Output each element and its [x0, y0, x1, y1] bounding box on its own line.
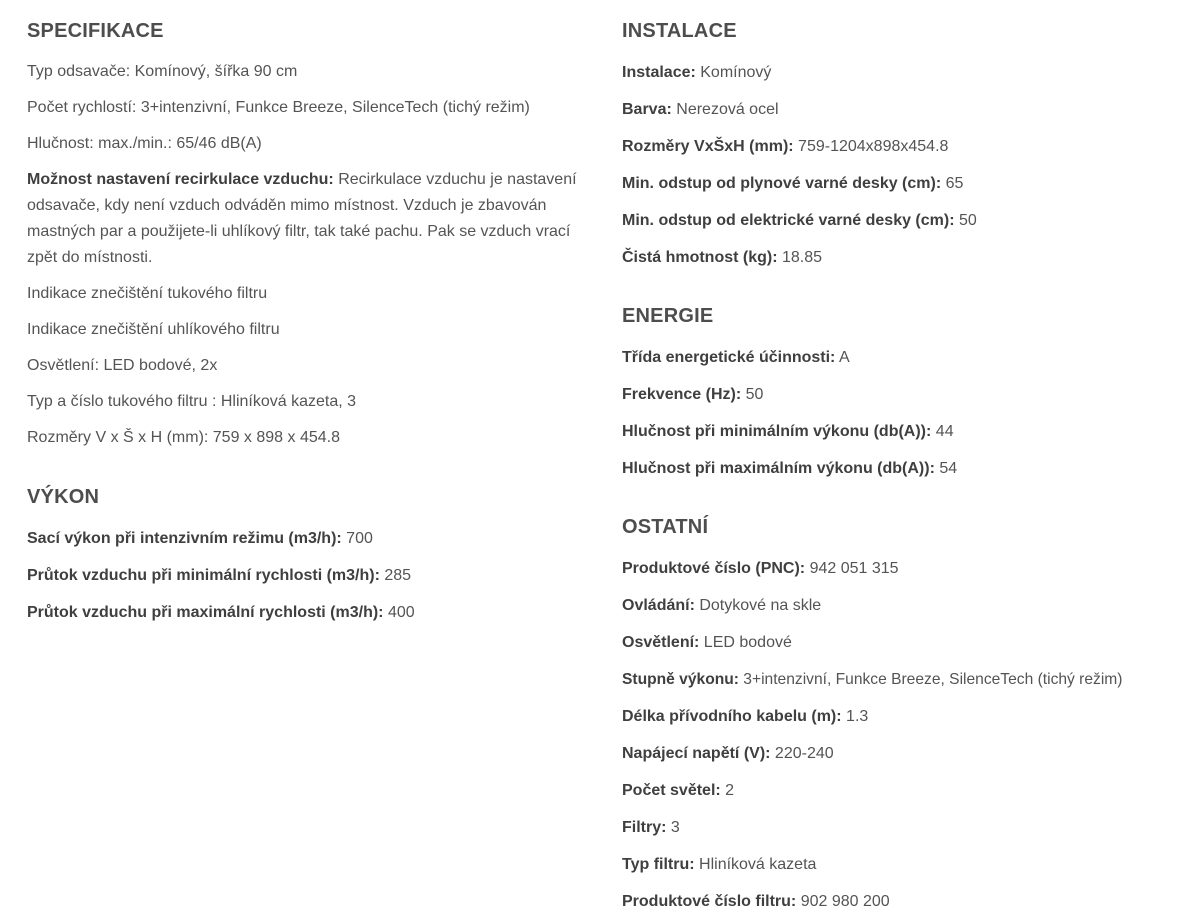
energie-value: 44 — [931, 423, 954, 440]
ostatni-item — [622, 630, 792, 656]
instalace-value: Komínový — [695, 64, 772, 81]
vykon-item — [27, 563, 411, 589]
energie-label: Hlučnost při maximálním výkonu (db(A)): — [622, 460, 935, 477]
ostatni-label: Produktové číslo (PNC): — [622, 560, 806, 577]
instalace-value: 18.85 — [777, 249, 823, 266]
vykon-label: Sací výkon při intenzivním režimu (m3/h): — [27, 530, 342, 547]
heading-ostatni: OSTATNÍ — [622, 516, 709, 538]
energie-value: 54 — [934, 460, 958, 477]
ostatni-label: Ovládání: — [622, 597, 695, 614]
ostatni-value: 1.3 — [841, 708, 869, 725]
instalace-label: Min. odstup od plynové varné desky (cm): — [622, 175, 942, 192]
ostatni-value: 2 — [720, 782, 735, 799]
spec-label: Možnost nastavení recirkulace vzduchu: — [27, 171, 334, 188]
vykon-label: Průtok vzduchu při minimální rychlosti (m3/h): — [27, 567, 380, 584]
ostatni-label: Typ filtru: — [622, 856, 695, 873]
vykon-value: 400 — [383, 604, 415, 621]
energie-label: Frekvence (Hz): — [622, 386, 742, 403]
ostatni-item — [622, 741, 834, 767]
energie-item — [622, 382, 763, 408]
instalace-value: 65 — [941, 175, 964, 192]
ostatni-item — [622, 667, 1122, 693]
energie-item — [622, 456, 957, 482]
ostatni-label: Počet světel: — [622, 782, 721, 799]
ostatni-label: Napájecí napětí (V): — [622, 745, 771, 762]
instalace-label: Min. odstup od elektrické varné desky (cm): — [622, 212, 955, 229]
spec-item: Typ odsavače: Komínový, šířka 90 cm — [27, 63, 298, 80]
spec-item: Hlučnost: max./min.: 65/46 dB(A) — [27, 135, 262, 152]
ostatni-value: Dotykové na skle — [694, 597, 822, 614]
ostatni-value: 902 980 200 — [796, 893, 890, 910]
energie-item — [622, 419, 954, 445]
ostatni-value: Hliníková kazeta — [694, 856, 817, 873]
energie-value: 50 — [741, 386, 764, 403]
instalace-item — [622, 97, 779, 123]
vykon-label: Průtok vzduchu při maximální rychlosti (m3/h): — [27, 604, 384, 621]
instalace-item — [622, 134, 948, 160]
instalace-value: 50 — [954, 212, 977, 229]
instalace-label: Čistá hmotnost (kg): — [622, 249, 778, 266]
heading-specifikace: SPECIFIKACE — [27, 20, 164, 42]
vykon-value: 285 — [379, 567, 412, 584]
ostatni-value: 220-240 — [770, 745, 834, 762]
ostatni-item — [622, 778, 734, 804]
heading-instalace: INSTALACE — [622, 20, 737, 42]
instalace-value: Nerezová ocel — [671, 101, 779, 118]
ostatni-value: LED bodové — [699, 634, 792, 651]
instalace-item — [622, 60, 771, 86]
spec-item: Indikace znečištění tukového filtru — [27, 285, 268, 302]
ostatni-label: Produktové číslo filtru: — [622, 893, 797, 910]
ostatni-item — [622, 889, 890, 915]
ostatni-item — [622, 556, 899, 582]
instalace-label: Barva: — [622, 101, 672, 118]
instalace-value: 759-1204x898x454.8 — [793, 138, 949, 155]
heading-energie: ENERGIE — [622, 305, 714, 327]
ostatni-item — [622, 704, 868, 730]
ostatni-item — [622, 852, 816, 878]
spec-item: Indikace znečištění uhlíkového filtru — [27, 321, 280, 338]
ostatni-item — [622, 815, 680, 841]
spec-item-recirculation — [27, 167, 595, 271]
ostatni-item — [622, 593, 821, 619]
ostatni-label: Stupně výkonu: — [622, 671, 739, 688]
ostatni-label: Filtry: — [622, 819, 667, 836]
heading-vykon: VÝKON — [27, 486, 100, 508]
vykon-value: 700 — [341, 530, 373, 547]
instalace-label: Instalace: — [622, 64, 696, 81]
instalace-item — [622, 208, 977, 234]
energie-value: A — [835, 349, 850, 366]
energie-label: Hlučnost při minimálním výkonu (db(A)): — [622, 423, 932, 440]
ostatni-value: 942 051 315 — [805, 560, 899, 577]
ostatni-label: Délka přívodního kabelu (m): — [622, 708, 842, 725]
ostatni-label: Osvětlení: — [622, 634, 700, 651]
spec-item: Rozměry V x Š x H (mm): 759 x 898 x 454.8 — [27, 429, 340, 446]
ostatni-value: 3 — [666, 819, 680, 836]
ostatni-value: 3+intenzivní, Funkce Breeze, SilenceTech (tichý režim) — [738, 671, 1123, 688]
spec-item: Osvětlení: LED bodové, 2x — [27, 357, 218, 374]
instalace-label: Rozměry VxŠxH (mm): — [622, 138, 794, 155]
energie-label: Třída energetické účinnosti: — [622, 349, 836, 366]
instalace-item — [622, 171, 963, 197]
vykon-item — [27, 600, 415, 626]
spec-value: Recirkulace vzduchu je nastavení odsavače, kdy není vzduch odváděn mimo místnost. Vzduch je zbavován mastných par a použijete-li uhlíkový filtr, tak také pachu. Pak se vzduch vrací zpět do místnosti. — [27, 171, 577, 266]
spec-item: Počet rychlostí: 3+intenzivní, Funkce Breeze, SilenceTech (tichý režim) — [27, 99, 530, 116]
vykon-item — [27, 526, 373, 552]
spec-item: Typ a číslo tukového filtru : Hliníková kazeta, 3 — [27, 393, 357, 410]
energie-item — [622, 345, 850, 371]
instalace-item — [622, 245, 822, 271]
